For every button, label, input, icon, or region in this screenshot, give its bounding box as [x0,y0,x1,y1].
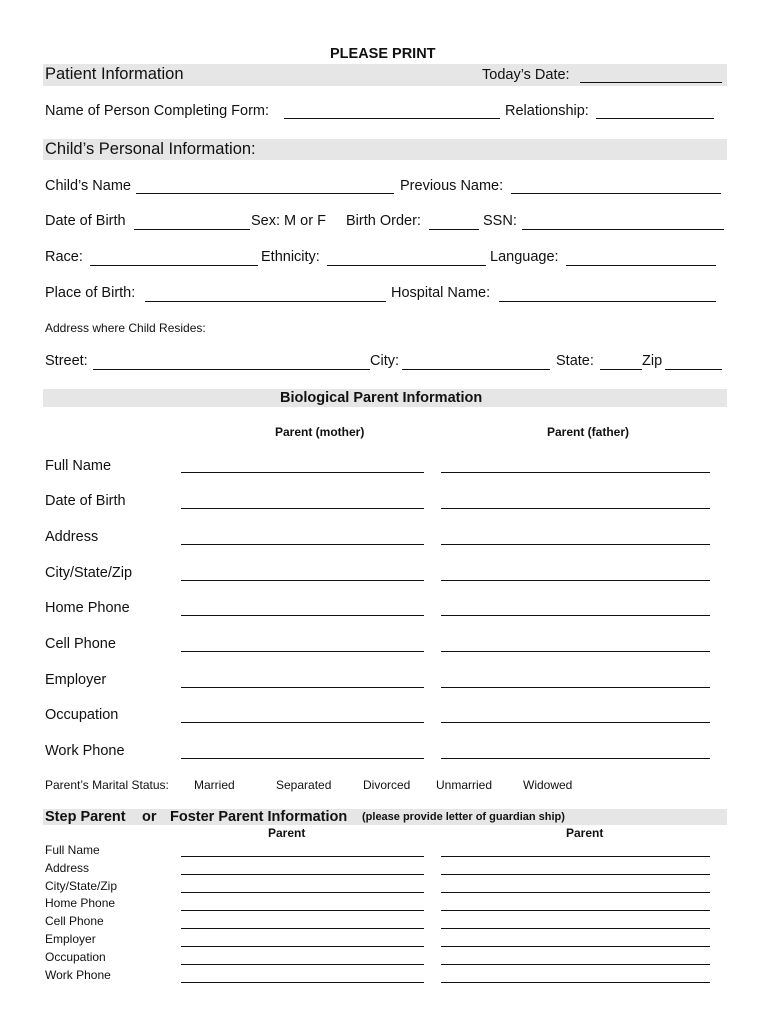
marital-option-unmarried[interactable]: Unmarried [436,778,493,792]
birth-order-label: Birth Order: [346,213,421,229]
bio-mother-city-state-zip-field[interactable] [181,580,424,581]
bio-mother-dob-field[interactable] [181,508,424,509]
bio-row-label-employer: Employer [45,672,107,688]
step-1-occupation-field[interactable] [181,964,424,965]
bio-mother-cell-phone-field[interactable] [181,651,424,652]
marital-option-married[interactable]: Married [194,778,235,792]
step-row-label-employer: Employer [45,932,96,946]
step-2-employer-field[interactable] [441,946,710,947]
bio-parent-title: Biological Parent Information [280,390,483,406]
person-completing-field[interactable] [284,118,500,119]
step-row-label-address: Address [45,861,90,875]
col-father-header: Parent (father) [547,425,630,439]
todays-date-label: Today’s Date: [482,67,570,83]
step-2-city-state-zip-field[interactable] [441,892,710,893]
state-label: State: [556,353,594,369]
patient-info-title: Patient Information [45,65,184,83]
step-col-1-header: Parent [268,826,306,840]
step-1-address-field[interactable] [181,874,424,875]
step-parent-title: Step Parent [45,809,126,825]
childs-name-field[interactable] [136,193,394,194]
race-field[interactable] [90,265,258,266]
bio-row-label-address: Address [45,529,99,545]
guardianship-note: (please provide letter of guardian ship) [362,811,565,823]
ssn-label: SSN: [483,213,517,229]
dob-field[interactable] [134,229,250,230]
step-2-work-phone-field[interactable] [441,982,710,983]
childs-name-label: Child’s Name [45,178,131,194]
step-row-label-work-phone: Work Phone [45,968,111,982]
step-col-2-header: Parent [566,826,604,840]
state-field[interactable] [600,369,642,370]
todays-date-field[interactable] [580,82,722,83]
step-2-occupation-field[interactable] [441,964,710,965]
bio-father-home-phone-field[interactable] [441,615,710,616]
step-1-cell-phone-field[interactable] [181,928,424,929]
col-mother-header: Parent (mother) [275,425,365,439]
relationship-label: Relationship: [505,103,589,119]
street-field[interactable] [93,369,370,370]
step-row-label-full-name: Full Name [45,843,100,857]
bio-row-label-full-name: Full Name [45,458,112,474]
step-1-home-phone-field[interactable] [181,910,424,911]
marital-option-widowed[interactable]: Widowed [523,778,573,792]
hospital-name-label: Hospital Name: [391,285,491,301]
person-completing-label: Name of Person Completing Form: [45,103,270,119]
ssn-field[interactable] [522,229,724,230]
bio-father-work-phone-field[interactable] [441,758,710,759]
birth-order-field[interactable] [429,229,479,230]
step-row-label-occupation: Occupation [45,950,106,964]
place-of-birth-label: Place of Birth: [45,285,136,301]
step-parent-or: or [142,809,157,825]
bio-row-label-cell-phone: Cell Phone [45,636,116,652]
step-2-home-phone-field[interactable] [441,910,710,911]
bio-mother-employer-field[interactable] [181,687,424,688]
previous-name-label: Previous Name: [400,178,504,194]
bio-mother-home-phone-field[interactable] [181,615,424,616]
street-label: Street: [45,353,88,369]
language-field[interactable] [566,265,716,266]
step-row-label-cell-phone: Cell Phone [45,914,104,928]
bio-row-label-home-phone: Home Phone [45,600,130,616]
sex-label: Sex: M or F [251,213,326,229]
bio-row-label-work-phone: Work Phone [45,743,125,759]
marital-status-label: Parent’s Marital Status: [45,778,169,792]
bio-father-dob-field[interactable] [441,508,710,509]
step-2-cell-phone-field[interactable] [441,928,710,929]
bio-father-full-name-field[interactable] [441,472,710,473]
marital-option-separated[interactable]: Separated [276,778,332,792]
step-2-address-field[interactable] [441,874,710,875]
bio-father-cell-phone-field[interactable] [441,651,710,652]
bio-father-employer-field[interactable] [441,687,710,688]
ethnicity-label: Ethnicity: [261,249,320,265]
bio-mother-full-name-field[interactable] [181,472,424,473]
relationship-field[interactable] [596,118,714,119]
marital-option-divorced[interactable]: Divorced [363,778,411,792]
zip-label: Zip [642,353,663,369]
ethnicity-field[interactable] [327,265,486,266]
step-1-city-state-zip-field[interactable] [181,892,424,893]
step-row-label-city-state-zip: City/State/Zip [45,879,118,893]
place-of-birth-field[interactable] [145,301,386,302]
foster-parent-title: Foster Parent Information [170,809,348,825]
step-1-work-phone-field[interactable] [181,982,424,983]
step-2-full-name-field[interactable] [441,856,710,857]
step-row-label-home-phone: Home Phone [45,896,116,910]
bio-father-address-field[interactable] [441,544,710,545]
language-label: Language: [490,249,559,265]
bio-row-label-dob: Date of Birth [45,493,126,509]
bio-father-city-state-zip-field[interactable] [441,580,710,581]
dob-label: Date of Birth [45,213,126,229]
city-field[interactable] [402,369,550,370]
race-label: Race: [45,249,83,265]
bio-row-label-city-state-zip: City/State/Zip [45,565,133,581]
address-resides-label: Address where Child Resides: [45,321,206,335]
hospital-name-field[interactable] [499,301,716,302]
bio-mother-work-phone-field[interactable] [181,758,424,759]
bio-mother-address-field[interactable] [181,544,424,545]
previous-name-field[interactable] [511,193,721,194]
bio-father-occupation-field[interactable] [441,722,710,723]
please-print-heading: PLEASE PRINT [330,46,436,62]
step-1-full-name-field[interactable] [181,856,424,857]
zip-field[interactable] [665,369,722,370]
city-label: City: [370,353,399,369]
bio-row-label-occupation: Occupation [45,707,119,723]
child-info-title: Child’s Personal Information: [45,140,256,158]
bio-mother-occupation-field[interactable] [181,722,424,723]
step-1-employer-field[interactable] [181,946,424,947]
